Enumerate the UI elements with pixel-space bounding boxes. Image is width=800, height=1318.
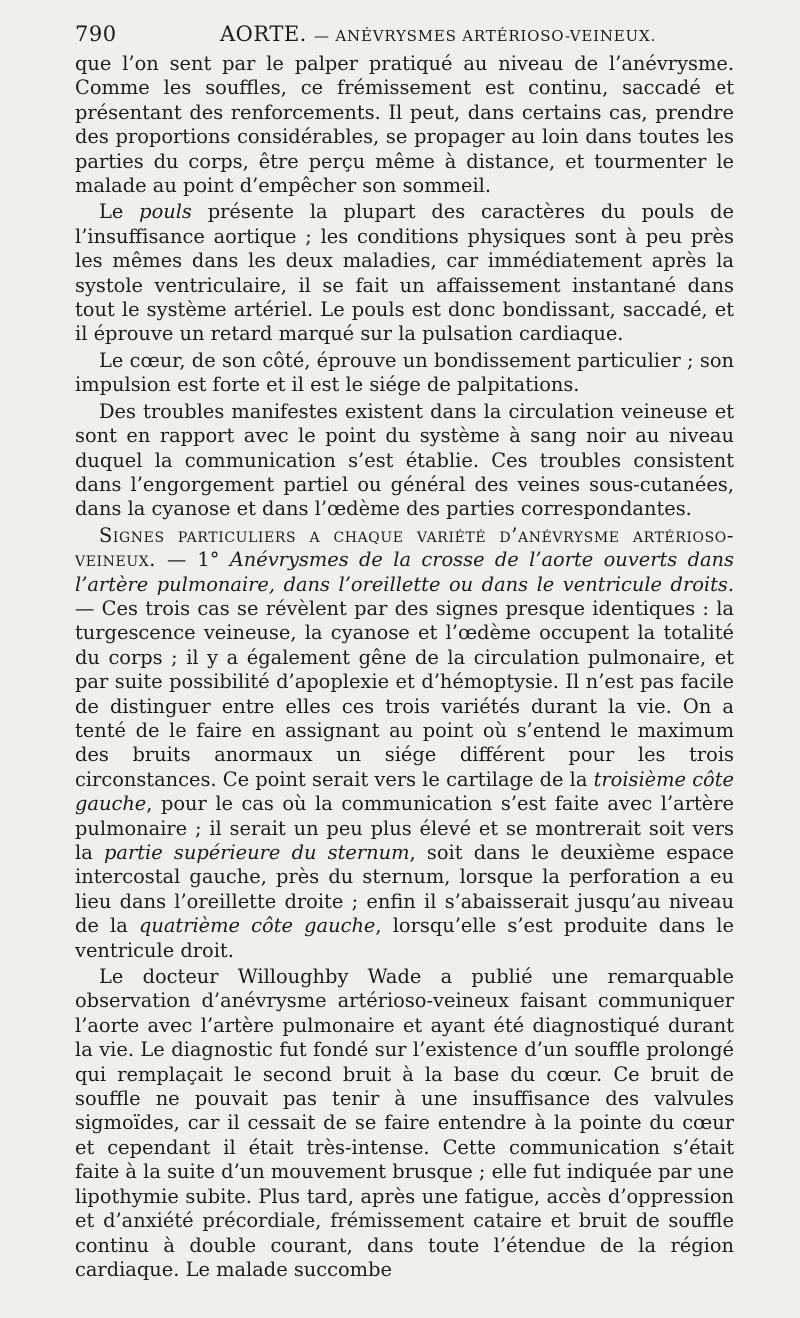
emphasis-variety-1: Anévrysmes de la crosse de l’aorte ouverts dans l’artère pulmonaire, dans l’oreillette ou dans le ventricule droits.: [75, 548, 734, 596]
header-subtitle: — ANÉVRYSMES ARTÉRIOSO-VEINEUX.: [314, 27, 657, 45]
emphasis-sternum: partie supérieure du sternum: [103, 841, 410, 864]
paragraph-thrill: que l’on sent par le palper pratiqué au niveau de l’anévrysme. Comme les souffles, ce frémissement est continu, saccadé et présentant des renforcements. Il peut, dans certains cas, prendre des proportions considérables, se propager au loin dans toutes les parties du corps, être perçu même à distance, et tourmenter le malade au point d’empêcher son sommeil.: [75, 52, 734, 198]
emphasis-pouls: pouls: [139, 200, 192, 224]
paragraph-wade-case: Le docteur Willoughby Wade a publié une remarquable observation d’anévrysme artérioso-veineux faisant communiquer l’aorte avec l’artère pulmonaire et ayant été diagnostiqué durant la vie. Le diagnostic fut fondé sur l’existence d’un souffle prolongé qui remplaçait le second bruit à la base du cœur. Ce bruit de souffle ne pouvait pas tenir à une insuffisance des valvules sigmoïdes, car il cessait de se faire entendre à la pointe du cœur et cependant il était très-intense. Cette communication s’était faite à la suite d’un mouvement brusque ; elle fut indiquée par une lipothymie subite. Plus tard, après une fatigue, accès d’oppression et d’anxiété précordiale, frémissement cataire et bruit de souffle continu à double courant, dans toute l’étendue de la région cardiaque. Le malade succombe: [75, 965, 734, 1281]
paragraph-veins: Des troubles manifestes existent dans la circulation veineuse et sont en rapport avec le point du système à sang noir au niveau duquel la communication s’est établie. Ces troubles consistent dans l’engorgement partiel ou général des veines sous-cutanées, dans la cyanose et dans l’œdème des parties correspondantes.: [75, 399, 734, 521]
section-heading: Signes particuliers a chaque variété d’anévrysme artérioso-veineux. —: [75, 523, 734, 572]
paragraph-signs: Signes particuliers a chaque variété d’anévrysme artérioso-veineux. — 1° Anévrysmes de la crosse de l’aorte ouverts dans l’artère pulmonaire, dans l’oreillette ou dans le ventricule droits. — Ces trois cas se révèlent par des signes presque identiques : la turgescence veineuse, la cyanose et l’œdème occupent la totalité du corps ; il y a également gêne de la circulation pulmonaire, et par suite possibilité d’apoplexie et d’hémoptysie. Il n’est pas facile de distinguer entre elles ces trois variétés durant la vie. On a tenté de le faire en assignant au point où s’entend le maximum des bruits anormaux un siége différent pour les trois circonstances. Ce point serait vers le cartilage de la troisième côte gauche, pour le cas où la communication s’est faite avec l’artère pulmonaire ; il serait un peu plus élevé et se montrerait soit vers la partie supérieure du sternum, soit dans le deuxième espace intercostal gauche, près du sternum, lorsque la perforation a eu lieu dans l’oreillette droite ; enfin il s’abaisserait jusqu’au niveau de la quatrième côte gauche, lorsqu’elle s’est produite dans le ventricule droit.: [75, 523, 734, 962]
page-number: 790: [75, 22, 117, 46]
paragraph-heart: Le cœur, de son côté, éprouve un bondissement particulier ; son impulsion est forte et il est le siége de palpitations.: [75, 348, 734, 397]
paragraph-pulse: Le pouls présente la plupart des caractères du pouls de l’insuffisance aortique ; les conditions physiques sont à peu près les mêmes dans les deux maladies, car immédiatement après la systole ventriculaire, il se fait un affaissement instantané dans tout le système artériel. Le pouls est donc bondissant, saccadé, et il éprouve un retard marqué sur la pulsation cardiaque.: [75, 200, 734, 346]
running-header: [75, 22, 734, 52]
header-title: AORTE.: [220, 22, 307, 46]
emphasis-third-rib: troisième côte gauche: [75, 767, 734, 816]
emphasis-fourth-rib: quatrième côte gauche: [138, 914, 376, 938]
